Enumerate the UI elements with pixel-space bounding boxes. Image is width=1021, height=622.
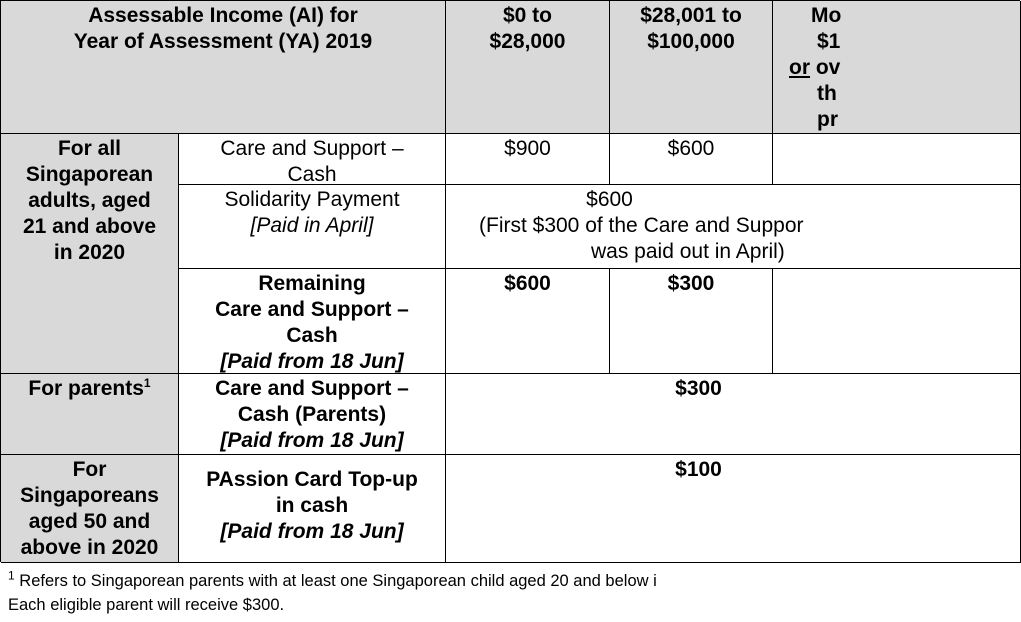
band1-line2: $28,000 xyxy=(489,30,566,53)
row-remaining-label xyxy=(179,269,446,374)
header-income-band-3 xyxy=(773,1,1021,134)
group-seniors-label xyxy=(1,455,179,563)
remaining-line2: Care and Support – xyxy=(215,298,409,321)
care-cash-band3-value xyxy=(773,134,1021,185)
header-ai-line1: Assessable Income (AI) for xyxy=(88,4,358,27)
adults-line3: adults, aged xyxy=(28,189,151,212)
parents-cash-amount: $300 xyxy=(675,377,722,400)
care-cash-line1: Care and Support – xyxy=(220,137,404,160)
parents-label-text: For parents xyxy=(28,377,144,400)
solidarity-desc-line1: (First $300 of the Care and Suppor xyxy=(479,214,804,237)
band3-line1: Mo xyxy=(811,4,842,27)
parents-cash-line2: Cash (Parents) xyxy=(237,403,387,426)
parents-cash-note: [Paid from 18 Jun] xyxy=(220,429,404,452)
band3-line5: pr xyxy=(817,108,838,131)
group-adults-label xyxy=(1,134,179,374)
solidarity-desc-line2: was paid out in April) xyxy=(591,240,785,263)
band3-line4: th xyxy=(817,82,837,105)
care-cash-band1-value: $900 xyxy=(446,134,610,185)
passion-amount: $100 xyxy=(675,458,722,481)
band2-line1: $28,001 to xyxy=(640,4,742,27)
seniors-line1: For xyxy=(72,458,107,481)
row-solidarity-label xyxy=(179,185,446,269)
row-passion-label xyxy=(179,455,446,563)
footnote-line2: Each eligible parent will receive $300. xyxy=(8,596,285,614)
header-income-band-1 xyxy=(446,1,610,134)
band3-or: or xyxy=(789,56,810,79)
footnote-marker: 1 xyxy=(8,568,15,583)
solidarity-amount: $600 xyxy=(586,188,633,211)
adults-line2: Singaporean xyxy=(25,163,154,186)
row-parents-cash-label xyxy=(179,374,446,455)
remaining-line3: Cash xyxy=(286,324,338,347)
solidarity-note: [Paid in April] xyxy=(250,214,374,237)
parents-cash-line1: Care and Support – xyxy=(215,377,409,400)
passion-value xyxy=(446,455,1021,563)
footnote xyxy=(8,569,657,617)
parents-cash-value xyxy=(446,374,1021,455)
adults-line5: in 2020 xyxy=(53,241,126,264)
care-cash-line2: Cash xyxy=(287,163,337,186)
solidarity-label-text: Solidarity Payment xyxy=(224,188,400,211)
seniors-line2: Singaporeans xyxy=(20,484,159,507)
remaining-band1-value: $600 xyxy=(446,269,610,374)
care-cash-band2-value: $600 xyxy=(610,134,773,185)
footnote-line1-text: Refers to Singaporean parents with at least one Singaporean child aged 20 and below i xyxy=(14,572,657,590)
remaining-band2-value: $300 xyxy=(610,269,773,374)
band2-line2: $100,000 xyxy=(647,30,735,53)
parents-footnote-marker: 1 xyxy=(143,376,151,390)
footnote-line1 xyxy=(8,569,657,593)
seniors-line4: above in 2020 xyxy=(20,536,159,559)
header-ai-line2: Year of Assessment (YA) 2019 xyxy=(73,30,373,53)
band3-over: ov xyxy=(810,56,841,79)
group-parents-label xyxy=(1,374,179,455)
band3-line2: $1 xyxy=(817,30,841,53)
seniors-line3: aged 50 and xyxy=(28,510,151,533)
band1-line1: $0 to xyxy=(502,4,552,27)
header-assessable-income xyxy=(1,1,446,134)
passion-line1: PAssion Card Top-up xyxy=(206,468,418,491)
adults-line4: 21 and above xyxy=(22,215,157,238)
adults-line1: For all xyxy=(57,137,121,160)
row-care-cash-label xyxy=(179,134,446,185)
remaining-note: [Paid from 18 Jun] xyxy=(220,350,404,373)
band3-line3 xyxy=(789,55,1020,81)
passion-note: [Paid from 18 Jun] xyxy=(220,520,404,543)
header-income-band-2 xyxy=(610,1,773,134)
solidarity-value xyxy=(446,185,1021,269)
passion-line2: in cash xyxy=(275,494,349,517)
remaining-line1: Remaining xyxy=(258,272,366,295)
remaining-band3-value xyxy=(773,269,1021,374)
